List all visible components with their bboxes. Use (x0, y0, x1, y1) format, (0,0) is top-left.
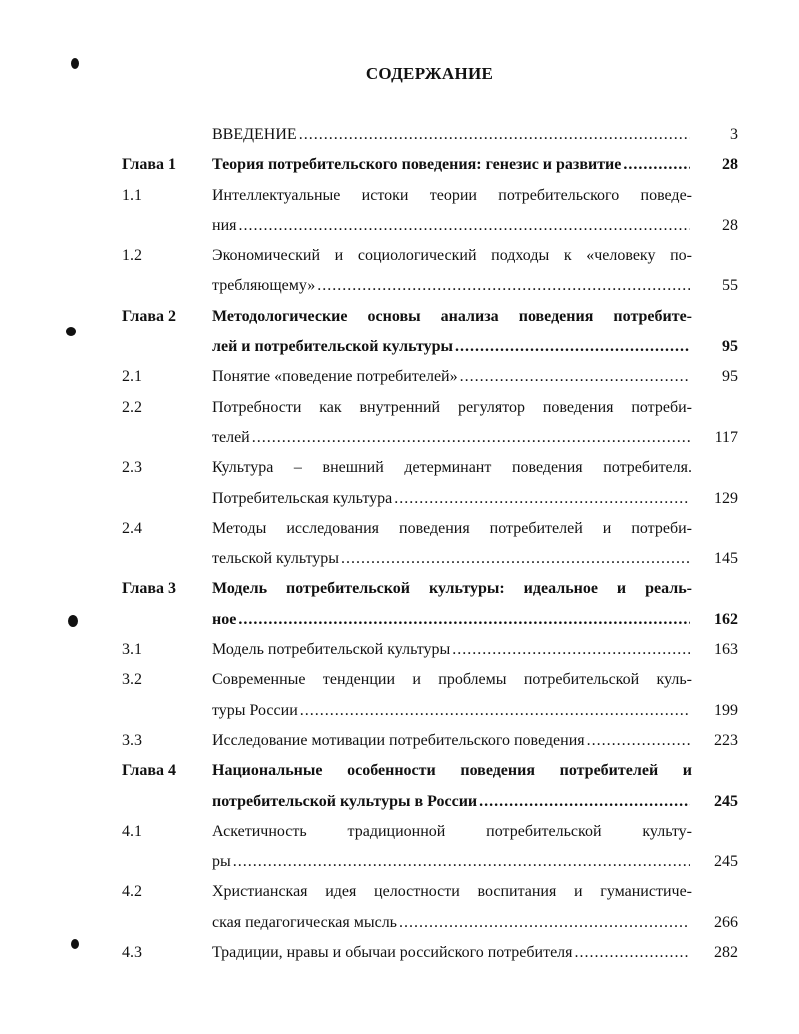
toc-entry-title-line2 (212, 793, 692, 811)
toc-entry-title-line1: Методологические основы анализа поведения потребите- (212, 307, 692, 325)
toc-entry-title-text: Теория потребительского поведения: генезис и развитие (212, 156, 622, 174)
toc-page-number: 95 (722, 338, 738, 356)
toc-entry-number: Глава 4 (122, 762, 176, 780)
toc-entry (0, 665, 799, 726)
dot-leader (300, 702, 690, 720)
toc-entry-title-text: телей (212, 428, 250, 446)
toc-entry-title-text: ное (212, 610, 237, 628)
toc-entry-title (212, 944, 692, 962)
scan-mark (71, 58, 79, 69)
toc-page-number: 282 (714, 944, 738, 962)
toc-entry-title (212, 126, 692, 144)
toc-entry (0, 453, 799, 514)
toc-entry-number: 4.2 (122, 883, 142, 901)
dot-leader (479, 793, 690, 811)
toc-entry-title-text: потребительской культуры в России (212, 792, 478, 810)
dot-leader (452, 641, 690, 659)
toc-entry-number: 3.3 (122, 731, 142, 749)
toc-chapter-entry (0, 150, 799, 180)
page-title: СОДЕРЖАНИЕ (365, 64, 494, 83)
toc-entry-number: 3.1 (122, 641, 142, 659)
toc-entry-number: 4.1 (122, 822, 142, 840)
toc-entry (0, 181, 799, 242)
toc-entry-title-line2 (212, 277, 692, 295)
dot-leader (623, 156, 690, 174)
toc-entry (0, 726, 799, 756)
dot-leader (299, 126, 690, 144)
dot-leader (341, 550, 690, 568)
dot-leader (460, 368, 690, 386)
toc-page-number: 28 (722, 216, 738, 234)
toc-entry-title-line2 (212, 490, 692, 508)
toc-entry (0, 938, 799, 968)
toc-entry-number: 2.1 (122, 368, 142, 386)
toc-entry-title-text: Исследование мотивации потребительского поведения (212, 731, 585, 749)
toc-entry-title-line1: Методы исследования поведения потребителей и потреби- (212, 519, 692, 537)
dot-leader (238, 611, 690, 629)
toc-entry-title-line1: Аскетичность традиционной потребительской культу- (212, 822, 692, 840)
toc-entry-title-line1: Христианская идея целостности воспитания и гуманистиче- (212, 883, 692, 901)
toc-entry-title-line1: Культура – внешний детерминант поведения потребителя. (212, 459, 692, 477)
scan-mark (66, 327, 76, 336)
toc-entry-title-line1: Современные тенденции и проблемы потребительской куль- (212, 671, 692, 689)
toc-entry-number: 1.1 (122, 186, 142, 204)
toc-entry-title-line1: Потребности как внутренний регулятор поведения потреби- (212, 398, 692, 416)
toc-page-number: 3 (730, 126, 738, 143)
toc-entry-title-text: Потребительская культура (212, 489, 393, 507)
dot-leader (317, 277, 690, 295)
toc-entry-title-line2 (212, 914, 692, 932)
toc-entry-title-text: ры (212, 853, 231, 871)
toc-chapter-entry (0, 756, 799, 817)
dot-leader (238, 217, 690, 235)
toc-entry (0, 393, 799, 454)
toc-entry-title-text: тельской культуры (212, 550, 340, 568)
toc-entry (0, 362, 799, 392)
toc-page-number: 199 (714, 701, 738, 719)
toc-page-number: 223 (714, 731, 738, 749)
toc-entry (0, 817, 799, 878)
toc-entry-title-text: Понятие «поведение потребителей» (212, 368, 458, 386)
toc-entry-title (212, 368, 692, 386)
dot-leader (252, 429, 690, 447)
toc-entry-number: 2.3 (122, 459, 142, 477)
dot-leader (575, 944, 690, 962)
toc-page-number: 129 (714, 489, 738, 507)
toc-entry (0, 635, 799, 665)
toc-entry-number: Глава 3 (122, 580, 176, 598)
toc-entry-title-line1: Модель потребительской культуры: идеальное и реаль- (212, 580, 692, 598)
toc-entry-title (212, 156, 692, 174)
dot-leader (394, 490, 690, 508)
table-of-contents (0, 120, 799, 968)
toc-entry-title-line2 (212, 853, 692, 871)
toc-chapter-entry (0, 574, 799, 635)
toc-entry-title-line2 (212, 429, 692, 447)
dot-leader (233, 853, 690, 871)
toc-entry (0, 514, 799, 575)
toc-entry-title-text: лей и потребительской культуры (212, 338, 453, 356)
toc-entry-title-text: Модель потребительской культуры (212, 641, 451, 659)
toc-entry-title-line2 (212, 702, 692, 720)
toc-entry-number: 3.2 (122, 671, 142, 689)
toc-page-number: 95 (722, 368, 738, 386)
toc-entry-number: 2.4 (122, 519, 142, 537)
toc-page-number: 266 (714, 913, 738, 931)
toc-entry-title (212, 732, 692, 750)
toc-entry-title-text: ВВЕДЕНИЕ (212, 126, 297, 143)
toc-entry-title-line1: Национальные особенности поведения потребителей и (212, 762, 692, 780)
toc-entry-title-text: ния (212, 216, 237, 234)
dot-leader (455, 338, 690, 356)
toc-entry-title (212, 641, 692, 659)
toc-entry-number: Глава 1 (122, 156, 176, 174)
toc-entry-number: 1.2 (122, 247, 142, 265)
toc-entry-title-line1: Интеллектуальные истоки теории потребительского поведе- (212, 186, 692, 204)
toc-entry-title-text: Традиции, нравы и обычаи российского потребителя (212, 944, 573, 962)
toc-entry-title-text: туры России (212, 701, 298, 719)
toc-chapter-entry (0, 302, 799, 363)
toc-entry (0, 120, 799, 150)
toc-page-number: 163 (714, 641, 738, 659)
toc-entry-title-text: требляющему» (212, 277, 316, 295)
dot-leader (399, 914, 690, 932)
toc-entry-title-line2 (212, 611, 692, 629)
toc-entry-title-line2 (212, 217, 692, 235)
dot-leader (587, 732, 690, 750)
toc-page-number: 245 (714, 792, 738, 810)
toc-entry-title-text: ская педагогическая мысль (212, 913, 397, 931)
scan-mark (68, 615, 78, 627)
scan-mark (71, 939, 79, 949)
toc-page-number: 55 (722, 277, 738, 295)
toc-entry-number: 4.3 (122, 944, 142, 962)
toc-page-number: 145 (714, 550, 738, 568)
toc-entry-number: 2.2 (122, 398, 142, 416)
toc-page-number: 245 (714, 853, 738, 871)
toc-entry-title-line1: Экономический и социологический подходы к «человеку по- (212, 247, 692, 265)
toc-page-number: 117 (714, 428, 738, 446)
toc-entry (0, 241, 799, 302)
toc-entry (0, 877, 799, 938)
toc-entry-title-line2 (212, 550, 692, 568)
toc-entry-number: Глава 2 (122, 307, 176, 325)
toc-page-number: 162 (714, 610, 738, 628)
toc-page-number: 28 (722, 156, 738, 174)
toc-entry-title-line2 (212, 338, 692, 356)
